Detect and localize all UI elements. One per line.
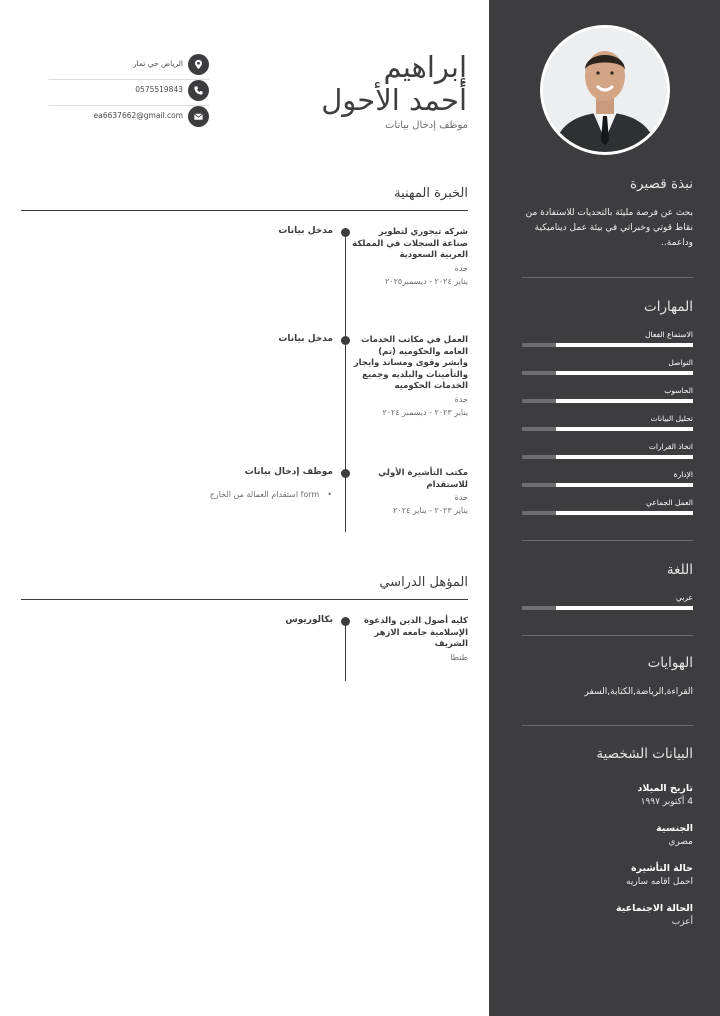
contact-phone: [49, 80, 209, 106]
contact-text: الرياض حي تمار: [133, 59, 183, 68]
email-icon: [188, 106, 209, 127]
skill-level-fill: [556, 371, 693, 375]
skill-label: التواصل: [668, 358, 693, 367]
skill-label: الإدارة: [673, 470, 693, 479]
skill-level-bar: [522, 399, 693, 403]
education-title: المؤهل الدراسي: [379, 575, 468, 590]
personal-label: حالة التأشيرة: [630, 863, 693, 874]
hobbies-section: [522, 655, 693, 700]
profile-photo: [543, 28, 667, 152]
skill-item: [522, 497, 693, 525]
portrait-image: [543, 28, 667, 152]
skill-level-fill: [556, 511, 693, 515]
section-rule: [21, 210, 468, 211]
personal-list: [522, 782, 693, 929]
first-name: إبراهيم: [383, 50, 467, 84]
personal-value: 4 أكتوبر ١٩٩٧: [640, 797, 693, 807]
skill-item: [522, 357, 693, 385]
contact-location: [49, 54, 209, 80]
personal-item-visa: [522, 862, 693, 889]
personal-section: [522, 746, 693, 942]
divider: [522, 277, 693, 278]
timeline-dot: [341, 469, 350, 478]
last-name: أحمد الأحول: [321, 83, 467, 117]
timeline-dot: [341, 336, 350, 345]
skill-level-bar: [522, 511, 693, 515]
skill-level-fill: [556, 455, 693, 459]
skill-label: الحاسوب: [664, 386, 693, 395]
experience-item: [352, 335, 468, 419]
summary-section: [522, 176, 693, 251]
language-list: [522, 592, 693, 620]
phone-icon: [188, 80, 209, 101]
skill-item: [522, 441, 693, 469]
skill-level-bar: [522, 483, 693, 487]
personal-value: مصري: [668, 837, 693, 847]
skill-label: اتخاذ القرارات: [648, 442, 693, 451]
skill-label: تحليل البيانات: [650, 414, 693, 423]
language-title: اللغة: [666, 562, 693, 578]
skill-level-bar: [522, 371, 693, 375]
experience-item: [352, 468, 468, 517]
skill-level-bar: [522, 455, 693, 459]
language-item: [522, 592, 693, 620]
experience-role: موظف إدخال بيانات: [244, 467, 333, 477]
skill-label: الاستماع الفعال: [645, 330, 693, 339]
personal-label: الحالة الاجتماعية: [616, 903, 693, 914]
skills-list: [522, 329, 693, 525]
experience-org: شركه تيجوري لتطوير صناعة السجلات في المملكة العربية السعودية: [352, 227, 468, 260]
experience-role: مدخل بيانات: [278, 226, 333, 236]
divider: [522, 725, 693, 726]
timeline-line: [345, 232, 346, 532]
sidebar: [489, 0, 720, 1016]
skill-item: [522, 469, 693, 497]
section-rule: [21, 599, 468, 600]
divider: [522, 540, 693, 541]
language-label: عربي: [676, 593, 693, 602]
experience-item: [352, 227, 468, 288]
experience-city: جدة: [454, 394, 468, 404]
job-title: موظف إدخال بيانات: [384, 120, 468, 131]
personal-item-marital: [522, 902, 693, 929]
timeline-dot: [341, 617, 350, 626]
bullet-dot: •: [327, 490, 332, 499]
language-level-bar: [522, 606, 693, 610]
personal-label: تاريخ الميلاد: [637, 783, 693, 794]
skill-level-fill: [556, 343, 693, 347]
personal-value: احمل اقامه ساريه: [626, 877, 693, 887]
education-item: [352, 616, 468, 664]
experience-org: مكتب التأشيرة الأولي للاستقدام: [378, 468, 468, 490]
skill-level-fill: [556, 427, 693, 431]
experience-bullet: [210, 490, 332, 499]
skill-level-fill: [556, 399, 693, 403]
education-city: طنطا: [450, 652, 468, 662]
bullet-text: form استقدام العمالة من الخارج: [209, 490, 320, 499]
skill-level-bar: [522, 343, 693, 347]
education-org: كليه أصول الدين والدعوة الإسلامية جامعه الازهر الشريف: [363, 616, 468, 649]
experience-role: مدخل بيانات: [278, 334, 333, 344]
skill-item: [522, 329, 693, 357]
location-icon: [188, 54, 209, 75]
hobbies-text: القراءة,الرياضة,الكتابة,السفر: [584, 687, 693, 697]
experience-dates: يناير ٢٠٢٣ - يناير ٢٠٢٤: [393, 506, 468, 515]
timeline-line: [345, 621, 346, 681]
experience-city: جدة: [454, 263, 468, 273]
experience-title: الخبرة المهنية: [394, 186, 468, 201]
divider: [522, 635, 693, 636]
personal-item-birthdate: [522, 782, 693, 809]
skill-level-bar: [522, 427, 693, 431]
contact-email: [49, 106, 209, 132]
skill-item: [522, 385, 693, 413]
personal-title: البيانات الشخصية: [596, 746, 693, 762]
profile-photo-frame: [540, 25, 670, 155]
experience-city: جدة: [454, 493, 468, 502]
experience-dates: يناير ٢٠٢٤ - ديسمبر٢٠٢٥: [385, 276, 468, 286]
personal-label: الجنسية: [656, 823, 693, 834]
experience-org: العمل في مكاتب الخدمات العامه والحكوميه (تم) وابشر وقوى ومساند وايجار والتأمينات والبلديه وجميع الخدمات الحكوميه: [353, 335, 468, 391]
education-degree: بكالوريوس: [285, 615, 333, 625]
skills-title: المهارات: [644, 299, 693, 315]
contact-text: 0575519843: [135, 85, 183, 94]
skill-level-fill: [556, 483, 693, 487]
timeline-dot: [341, 228, 350, 237]
skill-label: العمل الجماعي: [646, 498, 693, 507]
personal-item-nationality: [522, 822, 693, 849]
language-section: [522, 562, 693, 620]
hobbies-title: الهوايات: [647, 655, 693, 671]
experience-dates: يناير ٢٠٢٣ - ديسمبر ٢٠٢٤: [382, 407, 468, 417]
skill-item: [522, 413, 693, 441]
summary-text: بحث عن فرصة مليئة بالتحديات للاستفادة من نقاط قوتي وخبراتي في بيئة عمل ديناميكية وداعمة..: [525, 208, 693, 248]
skills-section: [522, 299, 693, 525]
summary-title: نبذة قصيرة: [629, 176, 693, 192]
personal-value: أعزب: [671, 917, 693, 927]
language-level-fill: [556, 606, 693, 610]
contact-text: ea6637662@gmail.com: [93, 111, 183, 120]
